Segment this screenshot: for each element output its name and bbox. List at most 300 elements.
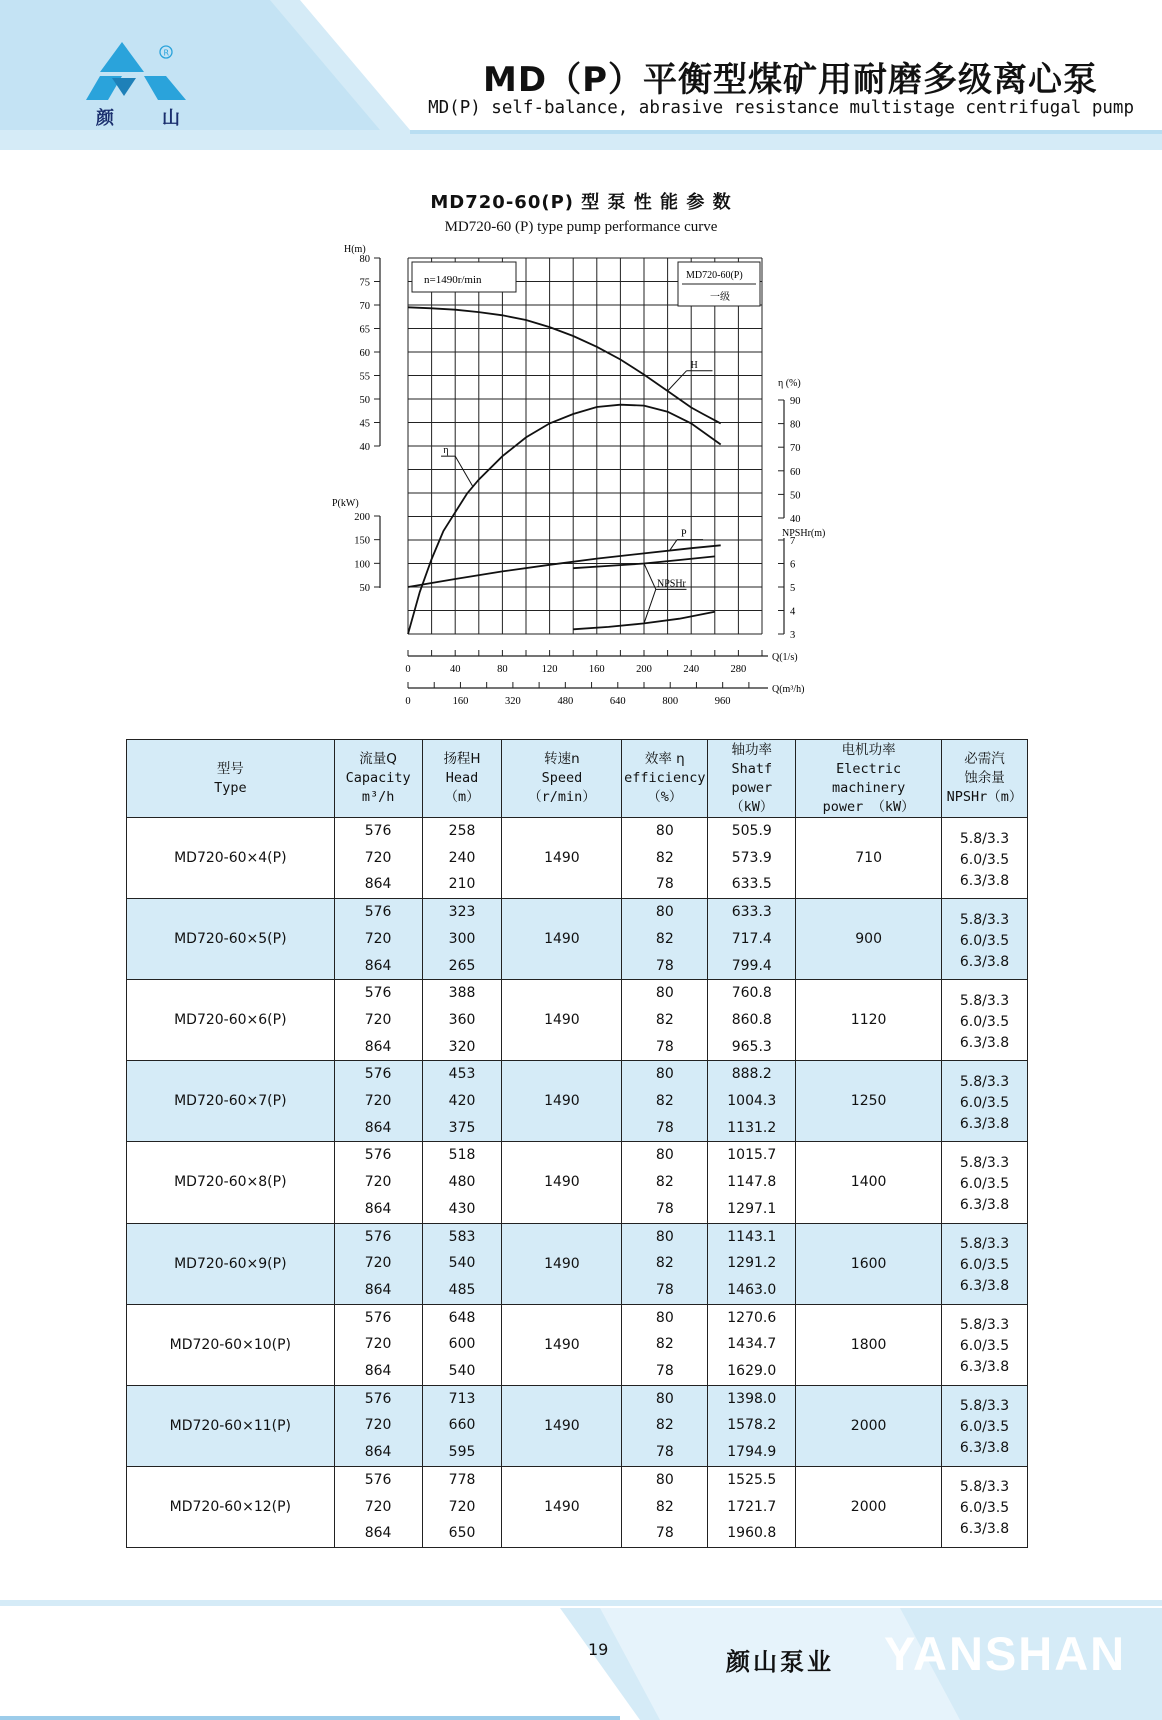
cell-value: 323 bbox=[448, 904, 476, 921]
p-axis-tick-label: 50 bbox=[359, 583, 370, 594]
cell-value: 576 bbox=[364, 985, 392, 1002]
cell-speed: 1490 bbox=[502, 899, 622, 980]
cell-value: 78 bbox=[655, 876, 674, 893]
cell-type: MD720-60×7(P) bbox=[127, 1061, 335, 1142]
cell-value: 78 bbox=[655, 957, 674, 974]
cell-value: 864 bbox=[364, 1363, 392, 1380]
cell-speed: 1490 bbox=[502, 1142, 622, 1223]
cell-value: 430 bbox=[448, 1200, 476, 1217]
h-axis-tick-label: 80 bbox=[359, 254, 370, 265]
eta-axis-tick-label: 50 bbox=[790, 490, 801, 502]
table-row bbox=[127, 1061, 1028, 1142]
cell-value: 648 bbox=[448, 1309, 476, 1326]
cell-value: 720 bbox=[364, 1336, 392, 1353]
cell-value: 573.9 bbox=[731, 849, 772, 866]
cell-value: 6.0/3.5 bbox=[959, 1094, 1010, 1111]
cell-value: 720 bbox=[364, 930, 392, 947]
x-axis-m3h-tick-label: 480 bbox=[557, 696, 574, 707]
table-header-line: （m） bbox=[444, 789, 480, 805]
cell-value: 78 bbox=[655, 1363, 674, 1380]
table-row bbox=[127, 1142, 1028, 1223]
cell-value: 5.8/3.3 bbox=[959, 1154, 1010, 1171]
x-axis-ls-tick-label: 160 bbox=[588, 664, 605, 675]
cell-value: 6.0/3.5 bbox=[959, 1175, 1010, 1192]
table-header-line: 效率 η bbox=[644, 751, 685, 767]
cell-capacity bbox=[334, 1466, 422, 1547]
cell-value: 6.0/3.5 bbox=[959, 851, 1010, 868]
npsh-curve-leader-bottom bbox=[644, 589, 656, 623]
cell-value: 1143.1 bbox=[727, 1228, 777, 1245]
table-header-line: 转速n bbox=[544, 751, 580, 767]
cell-value: 80 bbox=[655, 904, 674, 921]
cell-value: 720 bbox=[364, 1174, 392, 1191]
cell-shaft-power bbox=[708, 1142, 796, 1223]
cell-motor-power: 2000 bbox=[796, 1385, 942, 1466]
cell-value: 720 bbox=[364, 849, 392, 866]
h-axis-tick-label: 50 bbox=[359, 395, 370, 406]
cell-value: 1721.7 bbox=[727, 1498, 777, 1515]
cell-shaft-power bbox=[708, 1223, 796, 1304]
npsh-axis-tick-label: 7 bbox=[790, 536, 796, 547]
cell-value: 82 bbox=[655, 1417, 674, 1434]
cell-value: 5.8/3.3 bbox=[959, 1479, 1010, 1496]
cell-value: 1015.7 bbox=[727, 1147, 777, 1164]
table-header-0 bbox=[127, 740, 335, 818]
cell-type: MD720-60×6(P) bbox=[127, 980, 335, 1061]
cell-value: 1629.0 bbox=[727, 1363, 777, 1380]
cell-npshr bbox=[942, 1223, 1028, 1304]
cell-value: 864 bbox=[364, 1281, 392, 1298]
cell-value: 717.4 bbox=[731, 930, 772, 947]
cell-shaft-power bbox=[708, 818, 796, 899]
cell-value: 1960.8 bbox=[727, 1525, 777, 1542]
cell-value: 595 bbox=[448, 1444, 476, 1461]
cell-value: 6.3/3.8 bbox=[959, 1440, 1010, 1457]
cell-value: 518 bbox=[448, 1147, 476, 1164]
cell-capacity bbox=[334, 1061, 422, 1142]
cell-value: 388 bbox=[448, 985, 476, 1002]
cell-value: 80 bbox=[655, 1066, 674, 1083]
cell-efficiency bbox=[622, 1142, 708, 1223]
cell-type: MD720-60×12(P) bbox=[127, 1466, 335, 1547]
cell-value: 5.8/3.3 bbox=[959, 1073, 1010, 1090]
npsh-axis-tick-label: 3 bbox=[790, 630, 796, 641]
cell-speed: 1490 bbox=[502, 1061, 622, 1142]
footer-company-name: 颜山泵业 bbox=[726, 1648, 834, 1676]
cell-type: MD720-60×5(P) bbox=[127, 899, 335, 980]
x-axis-m3h-tick-label: 960 bbox=[714, 696, 731, 707]
cell-value: 6.0/3.5 bbox=[959, 1419, 1010, 1436]
cell-value: 720 bbox=[364, 1417, 392, 1434]
cell-value: 80 bbox=[655, 1390, 674, 1407]
performance-chart bbox=[320, 238, 840, 708]
cell-value: 5.8/3.3 bbox=[959, 1317, 1010, 1334]
eta-curve-leader bbox=[455, 456, 473, 486]
performance-table bbox=[126, 739, 1028, 1548]
cell-value: 720 bbox=[364, 1011, 392, 1028]
cell-value: 778 bbox=[448, 1471, 476, 1488]
cell-value: 864 bbox=[364, 1200, 392, 1217]
npsh-axis-tick-label: 5 bbox=[790, 583, 796, 594]
table-body bbox=[127, 818, 1028, 1548]
x-axis-ls-tick-label: 280 bbox=[730, 664, 747, 675]
table-row bbox=[127, 1223, 1028, 1304]
eta-curve-label: η bbox=[443, 445, 449, 457]
cell-value: 576 bbox=[364, 904, 392, 921]
table-header-line: （kW） bbox=[730, 798, 774, 815]
cell-value: 6.0/3.5 bbox=[959, 1013, 1010, 1030]
cell-value: 240 bbox=[448, 849, 476, 866]
cell-value: 6.0/3.5 bbox=[959, 1500, 1010, 1517]
logo-text-left: 颜 bbox=[96, 108, 114, 129]
cell-value: 6.3/3.8 bbox=[959, 1359, 1010, 1376]
cell-value: 82 bbox=[655, 1174, 674, 1191]
cell-value: 5.8/3.3 bbox=[959, 911, 1010, 928]
footer-brand-wordmark: YANSHAN bbox=[884, 1627, 1127, 1680]
x-axis-ls-tick-label: 0 bbox=[405, 664, 411, 675]
table-header-3 bbox=[502, 740, 622, 818]
cell-efficiency bbox=[622, 1466, 708, 1547]
cell-value: 375 bbox=[448, 1119, 476, 1136]
table-header-line: Type bbox=[214, 779, 247, 796]
cell-speed: 1490 bbox=[502, 818, 622, 899]
cell-value: 80 bbox=[655, 1471, 674, 1488]
table-header-line: （%） bbox=[647, 789, 683, 805]
table-header-7 bbox=[942, 740, 1028, 818]
table-row bbox=[127, 818, 1028, 899]
cell-value: 720 bbox=[364, 1093, 392, 1110]
cell-head bbox=[422, 1385, 502, 1466]
cell-value: 1297.1 bbox=[727, 1200, 777, 1217]
eta-axis-tick-label: 80 bbox=[790, 419, 801, 431]
cell-value: 6.0/3.5 bbox=[959, 1338, 1010, 1355]
cell-value: 505.9 bbox=[731, 823, 772, 839]
cell-value: 80 bbox=[655, 985, 674, 1002]
x-axis-ls-tick-label: 40 bbox=[449, 664, 461, 675]
cell-shaft-power bbox=[708, 899, 796, 980]
eta-axis-label: η (%) bbox=[778, 378, 801, 389]
table-row bbox=[127, 899, 1028, 980]
cell-capacity bbox=[334, 1142, 422, 1223]
cell-value: 864 bbox=[364, 1119, 392, 1136]
cell-value: 1463.0 bbox=[727, 1281, 777, 1298]
cell-value: 6.0/3.5 bbox=[959, 932, 1010, 949]
cell-value: 80 bbox=[655, 1147, 674, 1164]
cell-value: 82 bbox=[655, 930, 674, 947]
cell-type: MD720-60×11(P) bbox=[127, 1385, 335, 1466]
model-label: MD720-60(P) bbox=[686, 270, 743, 281]
table-header-line: 扬程H bbox=[443, 751, 481, 767]
cell-value: 576 bbox=[364, 1471, 392, 1488]
cell-value: 660 bbox=[448, 1417, 476, 1434]
cell-head bbox=[422, 1466, 502, 1547]
cell-value: 1434.7 bbox=[727, 1336, 777, 1353]
cell-value: 6.3/3.8 bbox=[959, 872, 1010, 889]
chart-title-en: MD720-60 (P) type pump performance curve bbox=[444, 219, 718, 235]
cell-efficiency bbox=[622, 899, 708, 980]
cell-value: 720 bbox=[364, 1498, 392, 1515]
cell-npshr bbox=[942, 1304, 1028, 1385]
cell-head bbox=[422, 980, 502, 1061]
cell-capacity bbox=[334, 980, 422, 1061]
table-header-6 bbox=[796, 740, 942, 818]
x-axis-m3h-tick-label: 320 bbox=[505, 696, 521, 707]
table-header-line: Electric machinery bbox=[832, 760, 906, 796]
table-header-line: NPSHr（m） bbox=[946, 789, 1023, 805]
cell-capacity bbox=[334, 1223, 422, 1304]
p-curve-label: P bbox=[681, 528, 687, 540]
table-header-4 bbox=[622, 740, 708, 818]
table-header-line: 必需汽 bbox=[964, 751, 1005, 767]
cell-value: 760.8 bbox=[731, 985, 772, 1002]
x-axis-ls-label: Q(1/s) bbox=[772, 652, 798, 663]
cell-type: MD720-60×4(P) bbox=[127, 818, 335, 899]
h-axis-tick-label: 75 bbox=[359, 277, 370, 289]
cell-value: 320 bbox=[448, 1038, 476, 1055]
cell-efficiency bbox=[622, 1223, 708, 1304]
table-header-row bbox=[127, 740, 1028, 818]
cell-motor-power: 1400 bbox=[796, 1142, 942, 1223]
cell-value: 576 bbox=[364, 1228, 392, 1245]
table-row bbox=[127, 1385, 1028, 1466]
cell-value: 1147.8 bbox=[727, 1174, 777, 1191]
table-header-line: Head bbox=[445, 770, 479, 786]
cell-value: 576 bbox=[364, 823, 392, 839]
table-header-1 bbox=[334, 740, 422, 818]
cell-type: MD720-60×9(P) bbox=[127, 1223, 335, 1304]
cell-value: 713 bbox=[448, 1390, 476, 1407]
cell-value: 583 bbox=[448, 1228, 476, 1245]
cell-value: 210 bbox=[448, 876, 476, 893]
cell-value: 633.3 bbox=[731, 904, 772, 921]
cell-capacity bbox=[334, 1385, 422, 1466]
page-title-en: MD(P) self-balance, abrasive resistance multistage centrifugal pump bbox=[428, 98, 1134, 118]
cell-speed: 1490 bbox=[502, 1304, 622, 1385]
x-axis-m3h-tick-label: 160 bbox=[452, 696, 469, 707]
h-curve-label: H bbox=[690, 359, 698, 371]
table-header-line: 型号 bbox=[216, 760, 244, 777]
h-axis-tick-label: 45 bbox=[359, 418, 370, 430]
cell-value: 82 bbox=[655, 1093, 674, 1110]
table-header-2 bbox=[422, 740, 502, 818]
cell-value: 860.8 bbox=[731, 1011, 772, 1028]
cell-value: 1291.2 bbox=[727, 1255, 777, 1272]
table-row bbox=[127, 1466, 1028, 1547]
x-axis-m3h-label: Q(m³/h) bbox=[772, 684, 805, 695]
eta-axis-tick-label: 60 bbox=[790, 466, 801, 478]
table-header-line: 电机功率 bbox=[841, 741, 896, 758]
h-axis-tick-label: 55 bbox=[359, 371, 370, 383]
logo-text-right: 山 bbox=[162, 108, 180, 129]
cell-value: 6.3/3.8 bbox=[959, 1034, 1010, 1051]
cell-value: 1578.2 bbox=[727, 1417, 777, 1434]
cell-value: 5.8/3.3 bbox=[959, 1236, 1010, 1253]
cell-value: 6.0/3.5 bbox=[959, 1257, 1010, 1274]
table-row bbox=[127, 980, 1028, 1061]
cell-value: 78 bbox=[655, 1038, 674, 1055]
cell-head bbox=[422, 1142, 502, 1223]
cell-motor-power: 1120 bbox=[796, 980, 942, 1061]
h-axis-tick-label: 40 bbox=[359, 442, 370, 453]
npsh-curve-leader-top bbox=[644, 564, 656, 590]
x-axis-ls-tick-label: 120 bbox=[541, 664, 558, 675]
cell-value: 576 bbox=[364, 1390, 392, 1407]
cell-value: 420 bbox=[448, 1093, 476, 1110]
h-axis-tick-label: 70 bbox=[359, 301, 370, 312]
page-title-cn: MD（P）平衡型煤矿用耐磨多级离心泵 bbox=[483, 60, 1098, 100]
cell-value: 864 bbox=[364, 876, 392, 893]
cell-value: 600 bbox=[448, 1336, 476, 1353]
cell-value: 360 bbox=[448, 1011, 476, 1028]
cell-value: 799.4 bbox=[731, 957, 772, 974]
cell-value: 864 bbox=[364, 957, 392, 974]
cell-value: 5.8/3.3 bbox=[959, 1398, 1010, 1415]
cell-value: 720 bbox=[448, 1498, 476, 1515]
eta-axis-tick-label: 90 bbox=[790, 396, 801, 407]
x-axis-m3h-tick-label: 800 bbox=[662, 696, 679, 707]
cell-value: 6.3/3.8 bbox=[959, 1278, 1010, 1295]
cell-shaft-power bbox=[708, 980, 796, 1061]
table-header-5 bbox=[708, 740, 796, 818]
cell-value: 265 bbox=[448, 957, 476, 974]
cell-motor-power: 710 bbox=[796, 818, 942, 899]
npsh-axis-tick-label: 6 bbox=[790, 559, 796, 571]
table-header-line: 蚀余量 bbox=[964, 770, 1005, 786]
cell-motor-power: 1250 bbox=[796, 1061, 942, 1142]
cell-value: 80 bbox=[655, 1309, 674, 1326]
cell-motor-power: 1800 bbox=[796, 1304, 942, 1385]
cell-value: 82 bbox=[655, 1336, 674, 1353]
cell-value: 540 bbox=[448, 1255, 476, 1272]
cell-efficiency bbox=[622, 1304, 708, 1385]
cell-value: 864 bbox=[364, 1444, 392, 1461]
npsh-axis-label: NPSHr(m) bbox=[782, 528, 826, 539]
x-axis-ls-tick-label: 200 bbox=[636, 664, 652, 675]
cell-value: 1794.9 bbox=[727, 1444, 777, 1461]
cell-motor-power: 2000 bbox=[796, 1466, 942, 1547]
x-axis-ls-tick-label: 240 bbox=[683, 664, 700, 675]
cell-value: 720 bbox=[364, 1255, 392, 1272]
cell-value: 1398.0 bbox=[727, 1390, 777, 1407]
cell-npshr bbox=[942, 899, 1028, 980]
p-axis-tick-label: 150 bbox=[354, 535, 370, 547]
h-curve-leader bbox=[668, 371, 687, 391]
table-header-line: m³/h bbox=[361, 789, 395, 805]
cell-value: 1131.2 bbox=[727, 1119, 777, 1136]
cell-shaft-power bbox=[708, 1304, 796, 1385]
cell-value: 1004.3 bbox=[727, 1093, 777, 1110]
npsh-curve-label: NPSHr bbox=[656, 578, 686, 590]
cell-value: 864 bbox=[364, 1525, 392, 1542]
cell-speed: 1490 bbox=[502, 980, 622, 1061]
h-axis-tick-label: 60 bbox=[359, 348, 370, 359]
cell-shaft-power bbox=[708, 1061, 796, 1142]
x-axis-m3h-tick-label: 0 bbox=[405, 696, 411, 707]
table-header-line: efficiency bbox=[624, 770, 706, 786]
cell-shaft-power bbox=[708, 1385, 796, 1466]
svg-text:R: R bbox=[163, 48, 170, 58]
cell-value: 258 bbox=[448, 823, 476, 839]
cell-value: 82 bbox=[655, 1255, 674, 1272]
cell-type: MD720-60×10(P) bbox=[127, 1304, 335, 1385]
cell-value: 6.3/3.8 bbox=[959, 953, 1010, 970]
cell-value: 485 bbox=[448, 1281, 476, 1298]
cell-value: 6.3/3.8 bbox=[959, 1196, 1010, 1213]
cell-value: 576 bbox=[364, 1309, 392, 1326]
chart-title-cn: MD720-60(P) 型 泵 性 能 参 数 bbox=[430, 192, 732, 213]
table-row bbox=[127, 1304, 1028, 1385]
cell-efficiency bbox=[622, 818, 708, 899]
npsh-axis-tick-label: 4 bbox=[790, 606, 796, 618]
h-axis-label: H(m) bbox=[344, 244, 366, 255]
cell-value: 82 bbox=[655, 1011, 674, 1028]
h-axis-tick-label: 65 bbox=[359, 324, 370, 336]
cell-value: 80 bbox=[655, 823, 674, 839]
cell-value: 5.8/3.3 bbox=[959, 992, 1010, 1009]
cell-value: 5.8/3.3 bbox=[959, 830, 1010, 847]
cell-npshr bbox=[942, 1385, 1028, 1466]
cell-capacity bbox=[334, 899, 422, 980]
cell-head bbox=[422, 1223, 502, 1304]
cell-npshr bbox=[942, 1061, 1028, 1142]
cell-value: 82 bbox=[655, 1498, 674, 1515]
eta-axis-tick-label: 40 bbox=[790, 514, 801, 525]
table-header-line: 流量Q bbox=[359, 751, 397, 767]
cell-value: 300 bbox=[448, 930, 476, 947]
cell-value: 650 bbox=[448, 1525, 476, 1542]
cell-value: 78 bbox=[655, 1281, 674, 1298]
cell-value: 888.2 bbox=[731, 1066, 772, 1083]
table-header-line: power （kW） bbox=[822, 798, 915, 815]
cell-value: 540 bbox=[448, 1363, 476, 1380]
cell-value: 864 bbox=[364, 1038, 392, 1055]
stage-label: 一级 bbox=[710, 292, 730, 303]
cell-speed: 1490 bbox=[502, 1223, 622, 1304]
table-header-line: 轴功率 bbox=[731, 741, 773, 758]
cell-capacity bbox=[334, 818, 422, 899]
cell-efficiency bbox=[622, 1385, 708, 1466]
table-header-line: Speed bbox=[541, 770, 583, 786]
cell-value: 78 bbox=[655, 1119, 674, 1136]
cell-value: 82 bbox=[655, 849, 674, 866]
cell-capacity bbox=[334, 1304, 422, 1385]
cell-npshr bbox=[942, 1142, 1028, 1223]
cell-npshr bbox=[942, 1466, 1028, 1547]
p-curve-leader bbox=[670, 540, 677, 550]
cell-shaft-power bbox=[708, 1466, 796, 1547]
cell-npshr bbox=[942, 818, 1028, 899]
cell-value: 453 bbox=[448, 1066, 476, 1083]
cell-efficiency bbox=[622, 980, 708, 1061]
cell-speed: 1490 bbox=[502, 1466, 622, 1547]
cell-head bbox=[422, 1304, 502, 1385]
cell-head bbox=[422, 899, 502, 980]
cell-value: 78 bbox=[655, 1444, 674, 1461]
cell-value: 80 bbox=[655, 1228, 674, 1245]
cell-value: 480 bbox=[448, 1174, 476, 1191]
cell-efficiency bbox=[622, 1061, 708, 1142]
page-number: 19 bbox=[588, 1640, 609, 1659]
p-axis-label: P(kW) bbox=[332, 498, 359, 509]
cell-value: 633.5 bbox=[731, 876, 772, 893]
cell-motor-power: 900 bbox=[796, 899, 942, 980]
p-axis-tick-label: 100 bbox=[354, 559, 370, 571]
cell-value: 6.3/3.8 bbox=[959, 1521, 1010, 1538]
x-axis-ls-tick-label: 80 bbox=[497, 664, 508, 675]
table-header-line: Capacity bbox=[345, 770, 411, 786]
cell-head bbox=[422, 818, 502, 899]
speed-label: n=1490r/min bbox=[424, 274, 482, 286]
